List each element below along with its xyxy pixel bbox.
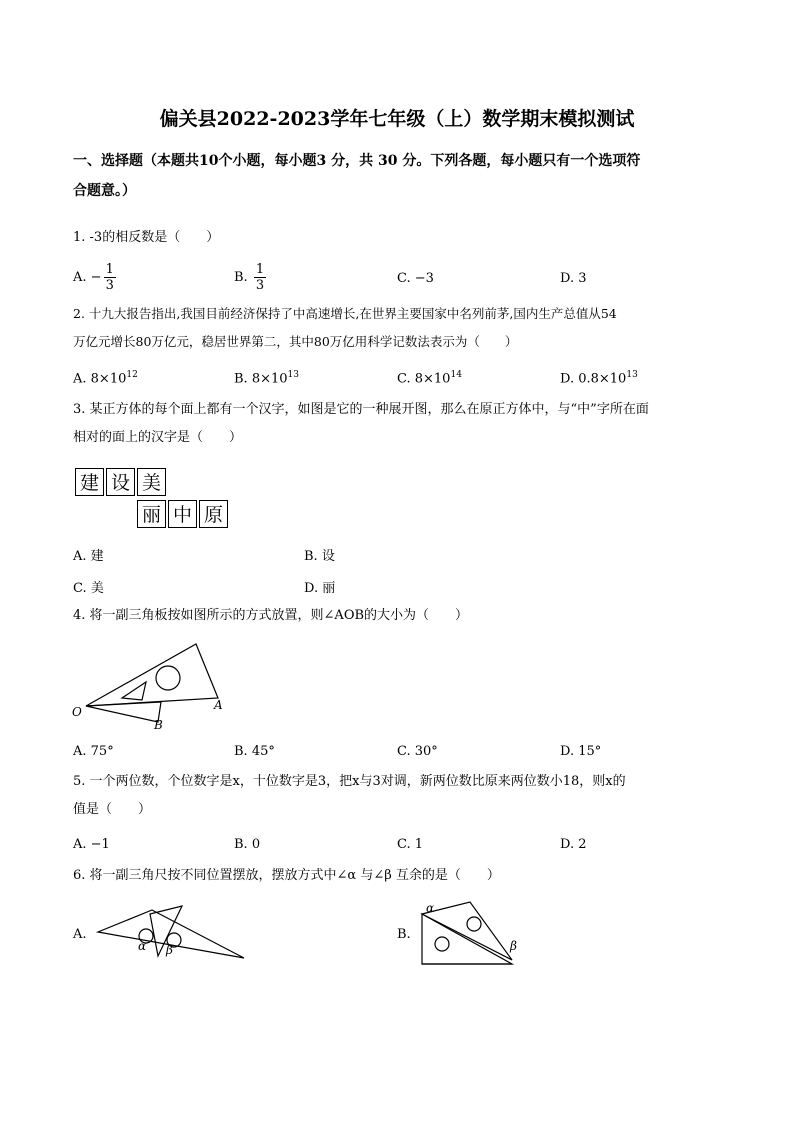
q6-b-alpha: α — [426, 901, 435, 915]
q2-d-base: D. 0.8×10 — [560, 371, 627, 387]
q5-option-d: D. 2 — [560, 837, 587, 852]
q1-b-fraction — [254, 262, 266, 293]
inner-small-triangle — [122, 682, 146, 700]
triangle-figure-q4 — [66, 636, 236, 732]
q1-option-c: C. −3 — [397, 271, 434, 286]
triangle-b-hole-2 — [435, 937, 449, 951]
q2-b-exp: 13 — [287, 370, 299, 380]
q5-option-b: B. 0 — [234, 837, 261, 852]
net-cell-2: 设 — [106, 468, 135, 496]
q3-line-1: 3. 某正方体的每个面上都有一个汉字，如图是它的一种展开图，那么在原正方体中，与“中”字所在面 — [73, 402, 649, 417]
q6-stem: 6. 将一副三角尺按不同位置摆放，摆放方式中∠α 与∠β 互余的是（ ） — [73, 868, 500, 883]
q6-a-alpha: α — [138, 939, 147, 953]
net-cell-4: 丽 — [137, 500, 166, 528]
section-line-2: 合题意。） — [73, 183, 136, 199]
q3-option-d: D. 丽 — [304, 581, 336, 596]
q4-option-c: C. 30° — [397, 744, 438, 759]
q2-a-base: A. 8×10 — [73, 371, 127, 387]
q4-option-b: B. 45° — [234, 744, 275, 759]
q1-option-d: D. 3 — [560, 271, 587, 286]
large-triangle — [86, 644, 218, 706]
q1-stem: 1. -3的相反数是（ ） — [73, 230, 220, 245]
net-cell-5: 中 — [168, 500, 197, 528]
cube-net-figure — [75, 468, 235, 532]
q4-option-d: D. 15° — [560, 744, 602, 759]
q2-c-exp: 14 — [450, 370, 462, 380]
triangle-b-hole-1 — [467, 917, 481, 931]
q4-option-a: A. 75° — [73, 744, 114, 759]
q5-option-c: C. 1 — [397, 837, 424, 852]
q1-b-num: 1 — [255, 262, 265, 277]
q5-line-1: 5. 一个两位数，个位数字是x，十位数字是3，把x与3对调，新两位数比原来两位数小18，则x的 — [73, 774, 626, 789]
set-square — [86, 702, 161, 722]
triangle-b-upper — [422, 902, 512, 960]
net-cell-3: 美 — [137, 468, 166, 496]
q6-option-a-label: A. — [73, 927, 87, 942]
q1-b-label: B. — [234, 270, 248, 285]
q1-a-num: 1 — [105, 262, 114, 277]
q3-option-c: C. 美 — [73, 581, 104, 596]
q2-option-d — [560, 370, 638, 386]
label-a: A — [214, 698, 223, 712]
q2-b-base: B. 8×10 — [234, 371, 288, 387]
q1-a-label: A. — [73, 270, 87, 285]
q4-stem: 4. 将一副三角板按如图所示的方式放置，则∠AOB的大小为（ ） — [73, 608, 469, 623]
triangle-figure-q6-b — [416, 898, 526, 968]
section-heading — [73, 146, 723, 206]
q2-a-exp: 12 — [126, 370, 138, 380]
q2-option-a — [73, 370, 138, 386]
q2-option-c — [397, 370, 462, 386]
triangle-figure-q6-a — [92, 900, 248, 964]
set-square-hole — [156, 666, 180, 690]
q1-a-den: 3 — [105, 278, 114, 293]
net-cell-1: 建 — [75, 468, 104, 496]
q2-d-exp: 13 — [626, 370, 638, 380]
page-title: 偏关县2022-2023学年七年级（上）数学期末模拟测试 — [159, 108, 635, 130]
q3-stem — [73, 394, 723, 454]
net-cell-6: 原 — [199, 500, 228, 528]
q1-option-b — [234, 262, 268, 293]
q2-option-b — [234, 370, 299, 386]
q6-b-beta: β — [510, 939, 517, 953]
q5-line-2: 值是（ ） — [73, 802, 152, 817]
q3-option-a: A. 建 — [73, 549, 104, 564]
label-b: B — [154, 718, 163, 732]
q1-option-a — [73, 262, 118, 293]
section-line-1: 一、选择题（本题共10个小题，每小题3 分，共 30 分。下列各题，每小题只有一个选项符 — [73, 153, 641, 169]
q1-a-sign: − — [90, 270, 102, 285]
q3-option-b: B. 设 — [304, 549, 335, 564]
q2-line-2: 万亿元增长80万亿元，稳居世界第二，其中80万亿用科学记数法表示为（ ） — [73, 334, 518, 349]
q6-a-beta: β — [166, 943, 173, 957]
q2-stem — [73, 298, 723, 358]
q6-option-b-label: B. — [397, 927, 411, 942]
label-o: O — [72, 705, 82, 719]
q2-c-base: C. 8×10 — [397, 371, 451, 387]
q2-line-1: 2. 十九大报告指出,我国目前经济保持了中高速增长,在世界主要国家中名列前茅,国内生产总值从54 — [73, 306, 617, 321]
q1-a-fraction — [104, 262, 116, 293]
q5-stem — [73, 766, 723, 826]
q3-line-2: 相对的面上的汉字是（ ） — [73, 430, 243, 445]
q5-option-a: A. −1 — [73, 837, 110, 852]
q1-b-den: 3 — [255, 278, 265, 293]
